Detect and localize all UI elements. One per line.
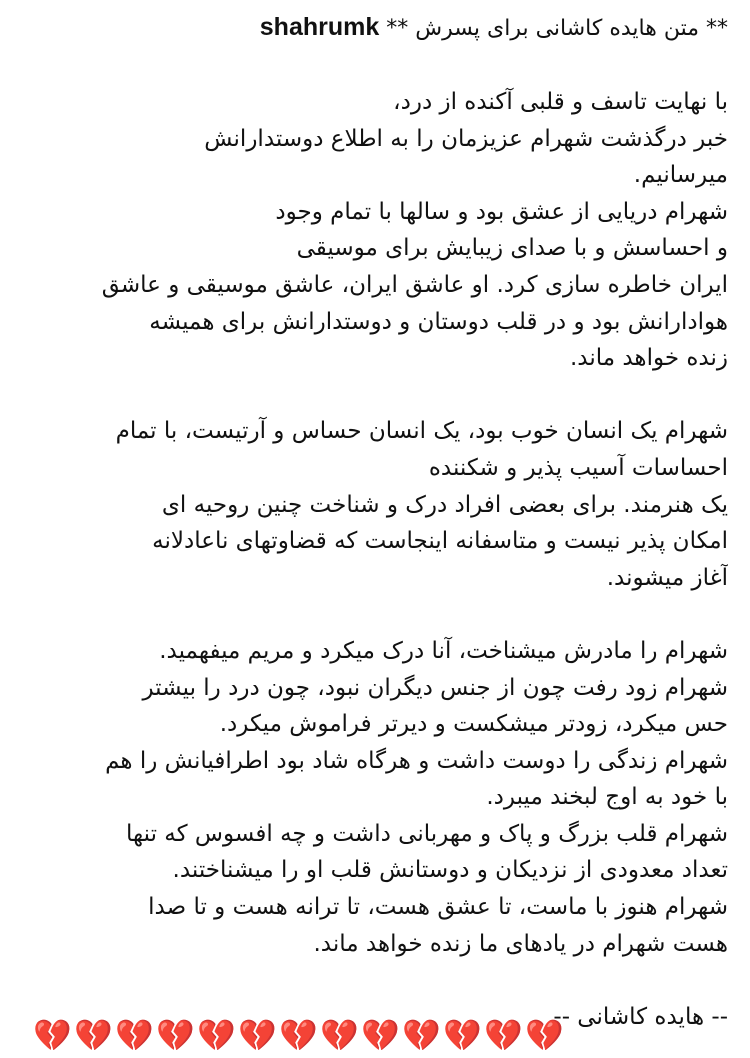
caption-line: خبر درگذشت شهرام عزیزمان را به اطلاع دوستدارانش [204,125,728,152]
caption-line: زنده خواهد ماند. [569,345,728,372]
broken-heart-icon: 💔 [525,1018,564,1054]
caption-line: یک هنرمند. برای بعضی افراد درک و شناخت چنین روحیه ای [161,491,728,518]
broken-heart-icon: 💔 [320,1018,359,1054]
caption-line: هوادارانش بود و در قلب دوستان و دوستدارانش برای همیشه [149,308,728,335]
caption-body [22,84,728,1035]
caption-line: شهرام هنوز با ماست، تا عشق هست، تا ترانه هست و تا صدا [148,894,728,921]
broken-heart-icon: 💔 [484,1018,523,1054]
caption-blank-line [22,596,728,633]
caption-line: با نهایت تاسف و قلبی آکنده از درد، [393,89,728,115]
broken-heart-icon: 💔 [443,1018,482,1054]
caption-line: و احساسش و با صدای زیبایش برای موسیقی [296,235,728,262]
caption-line: آغاز میشوند. [606,564,728,591]
caption-blank-line [22,962,728,999]
caption-header-text: ** متن هایده کاشانی برای پسرش [415,16,728,41]
caption-line: ایران خاطره سازی کرد. او عاشق ایران، عاشق موسیقی و عاشق [101,271,728,298]
broken-heart-icon: 💔 [156,1018,195,1054]
broken-heart-icon: 💔 [238,1018,277,1054]
caption-header [22,10,728,44]
broken-heart-emoji-row [32,1016,565,1056]
caption-line: احساسات آسیب پذیر و شکننده [428,454,728,481]
caption-line: شهرام دریایی از عشق بود و سالها با تمام وجود [275,198,728,225]
caption-line: شهرام یک انسان خوب بود، یک انسان حساس و آرتیست، با تمام [115,418,728,445]
broken-heart-icon: 💔 [361,1018,400,1054]
caption-line: شهرام قلب بزرگ و پاک و مهربانی داشت و چه افسوس که تنها [126,820,728,847]
caption-line: شهرام زود رفت چون از جنس دیگران نبود، چون درد را بیشتر [142,674,728,701]
caption-line: امکان پذیر نیست و متاسفانه اینجاست که قضاوتهای ناعادلانه [152,528,728,555]
caption-line: شهرام زندگی را دوست داشت و هرگاه شاد بود اطرافیانش را هم [105,747,728,774]
broken-heart-icon: 💔 [115,1018,154,1054]
caption-line: حس میکرد، زودتر میشکست و دیرتر فراموش میکرد. [219,711,728,738]
caption-line: میرسانیم. [633,162,728,189]
broken-heart-icon: 💔 [279,1018,318,1054]
caption-line: شهرام را مادرش میشناخت، آنا درک میکرد و مریم میفهمید. [159,637,728,664]
broken-heart-icon: 💔 [74,1018,113,1054]
broken-heart-icon: 💔 [402,1018,441,1054]
caption-signature: -- هایده کاشانی -- [553,1003,728,1030]
caption-blank-line [22,377,728,414]
caption-line: تعداد معدودی از نزدیکان و دوستانش قلب او را میشناختند. [172,857,728,884]
caption-line: با خود به اوج لبخند میبرد. [486,784,728,811]
broken-heart-icon: 💔 [197,1018,236,1054]
broken-heart-icon: 💔 [33,1018,72,1054]
caption-header-marks: ** [386,16,409,41]
username-link[interactable]: shahrumk [259,13,380,41]
caption-line: هست شهرام در یادهای ما زنده خواهد ماند. [313,930,728,957]
